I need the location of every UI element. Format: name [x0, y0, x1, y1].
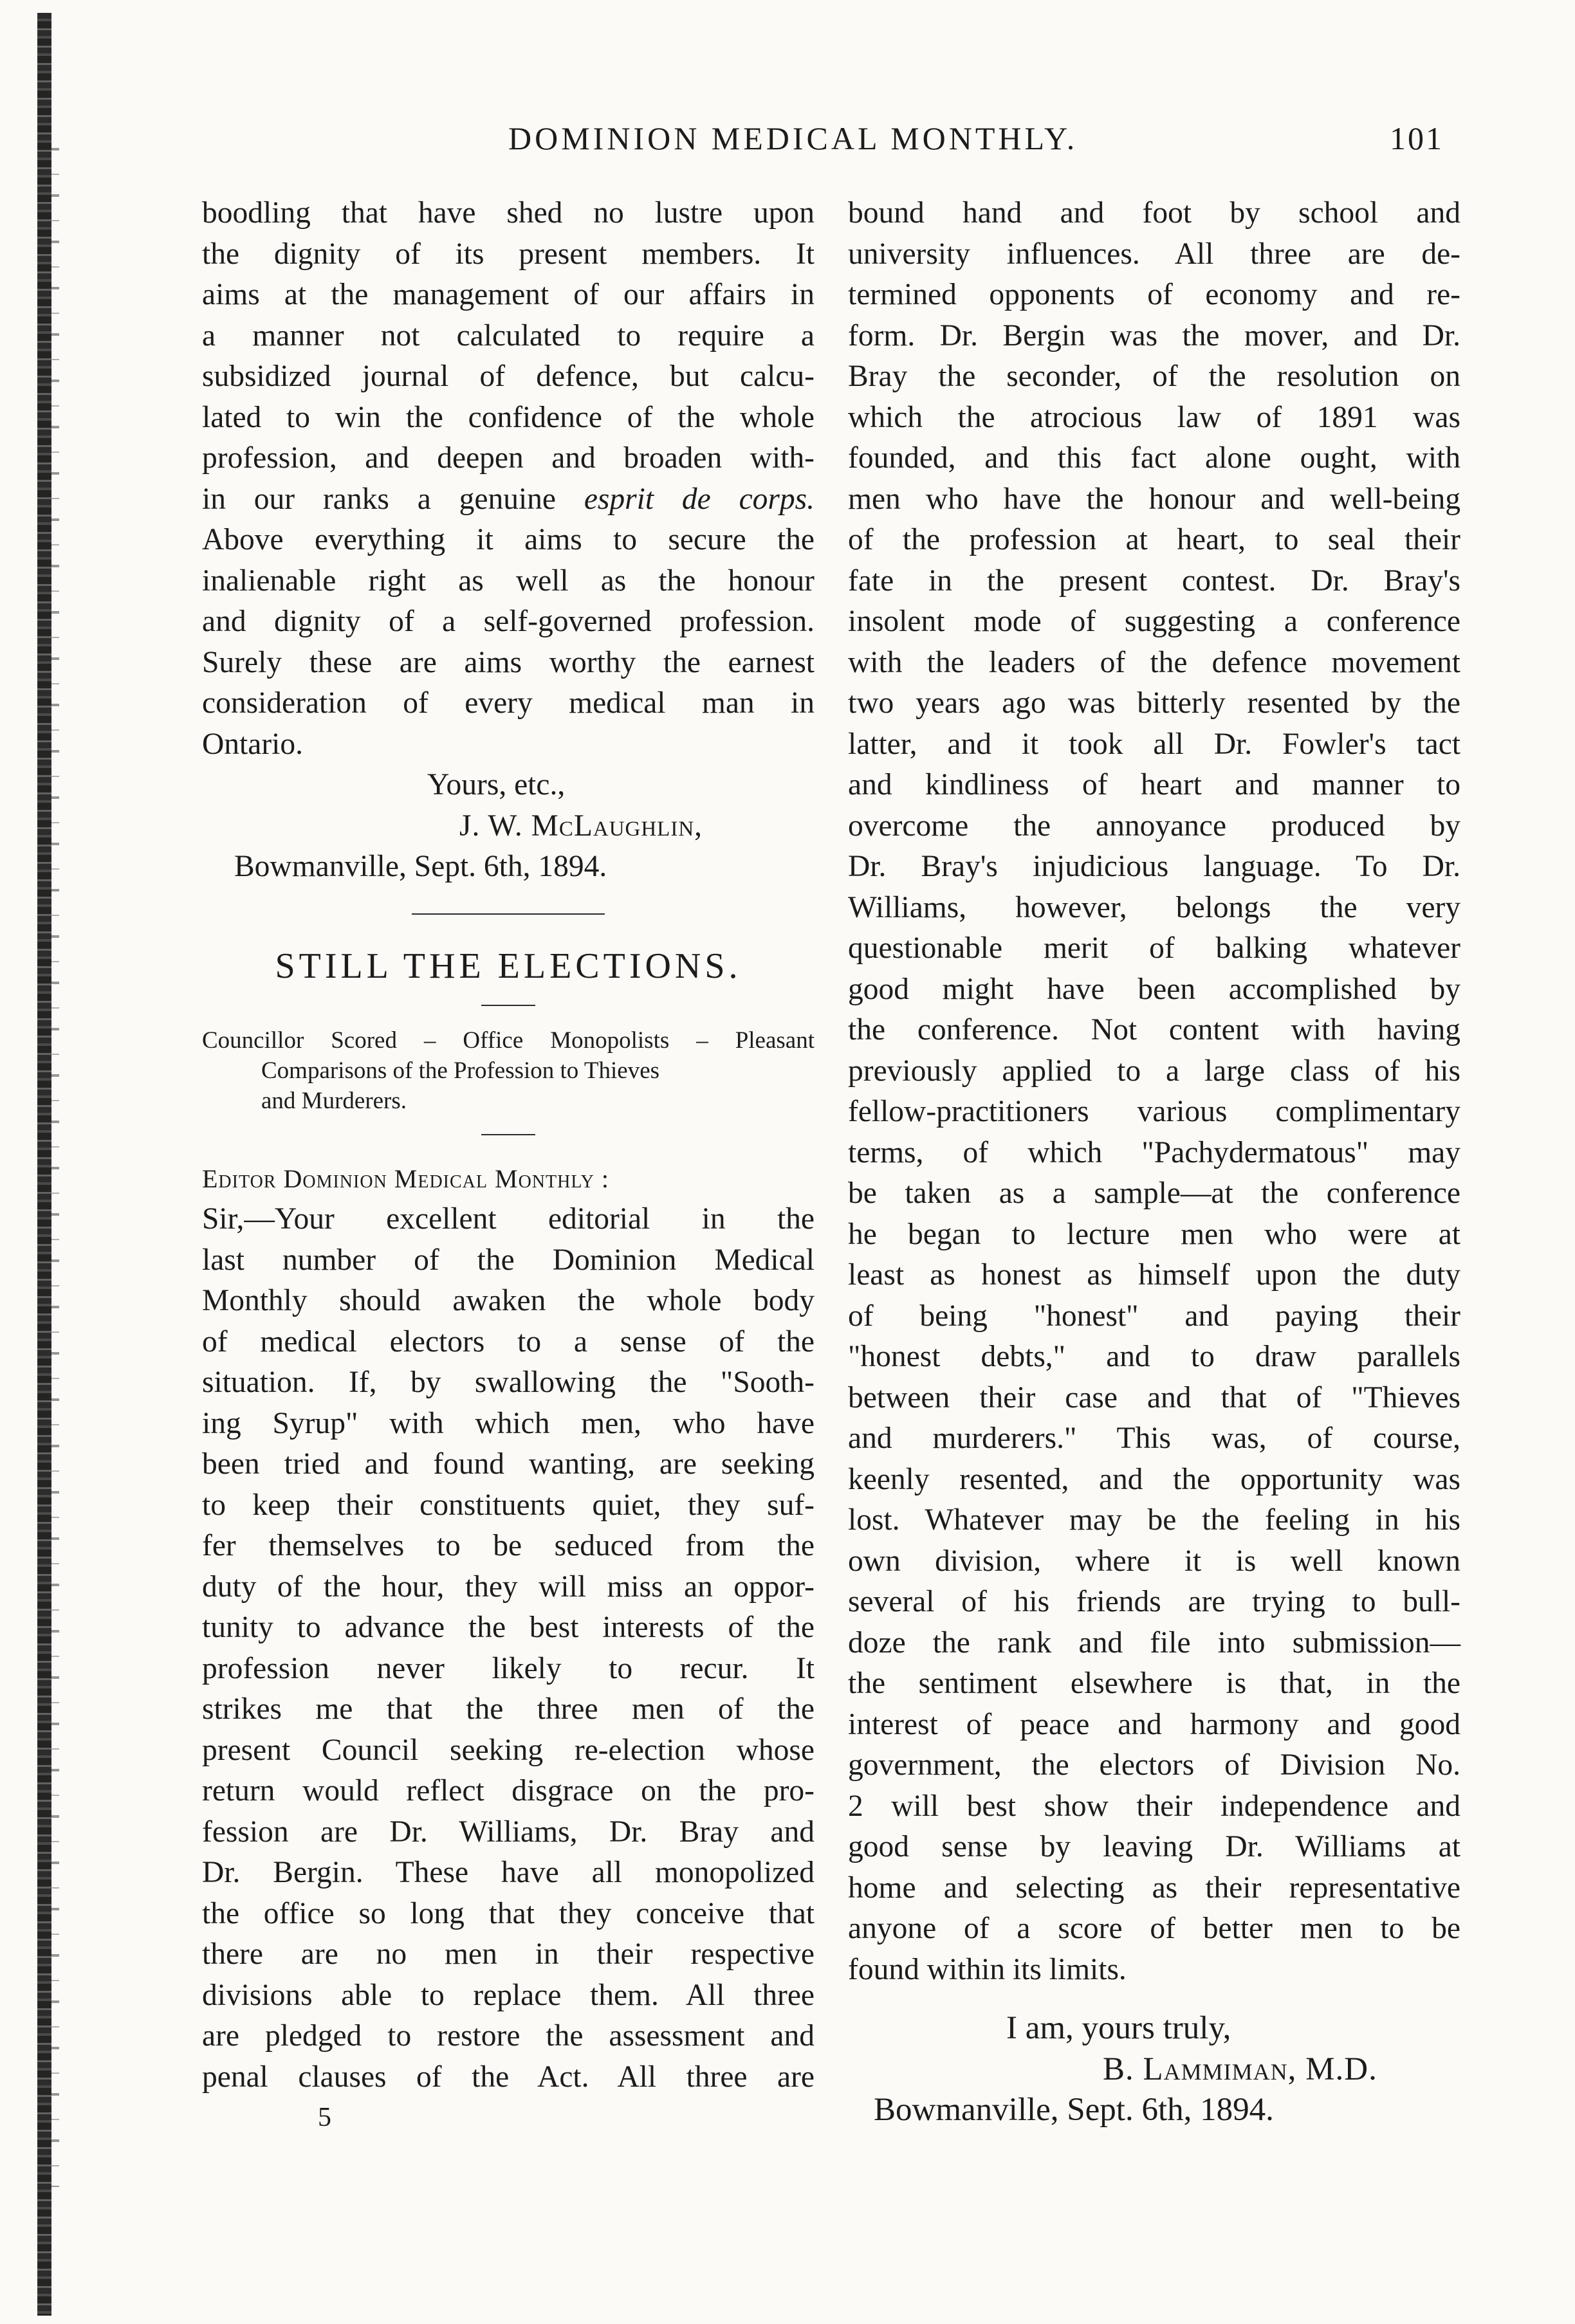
letter-closing: Yours, etc., [427, 768, 566, 801]
letter-signature-line [202, 806, 815, 847]
text-line: home and selecting as their representative [848, 1871, 1460, 1905]
text-line: previously applied to a large class of his [848, 1054, 1460, 1088]
article-body [202, 1199, 815, 2098]
letter-continuation [202, 193, 815, 765]
text-line: university influences. All three are de- [848, 237, 1460, 271]
text-line: to keep their constituents quiet, they suf- [202, 1488, 815, 1522]
text-line: keenly resented, and the opportunity was [848, 1462, 1460, 1496]
text-line: insolent mode of suggesting a conference [848, 605, 1460, 638]
text-line: form. Dr. Bergin was the mover, and Dr. [848, 318, 1460, 352]
text-line: duty of the hour, they will miss an oppor- [202, 1569, 815, 1604]
right-column [848, 193, 1460, 2131]
text-line: lated to win the confidence of the whole [202, 400, 815, 434]
text-line: of being "honest" and paying their [848, 1299, 1460, 1333]
subheading-line: Comparisons of the Profession to Thieves [261, 1057, 660, 1084]
text-line: situation. If, by swallowing the "Sooth- [202, 1366, 815, 1399]
text-line: men who have the honour and well-being [848, 482, 1460, 516]
article-body-continued [848, 193, 1460, 1990]
binding-edge [37, 13, 51, 2316]
text-line: own division, where it is well known [848, 1544, 1460, 1578]
article-closing: I am, yours truly, [1006, 2010, 1231, 2046]
article-subheading [202, 1025, 815, 1116]
text-line: are pledged to restore the assessment and [202, 2019, 815, 2053]
text-line: fer themselves to be seduced from the [202, 1529, 815, 1562]
running-title: DOMINION MEDICAL MONTHLY. [508, 120, 1078, 156]
text-line: he began to lecture men who were at [848, 1217, 1460, 1251]
binding-shadow [51, 129, 59, 2187]
text-line: been tried and found wanting, are seeking [202, 1447, 815, 1481]
text-line: fellow-practitioners various complimentary [848, 1095, 1460, 1128]
text-line: with the leaders of the defence movement [848, 645, 1460, 679]
text-line: profession, and deepen and broaden with- [202, 441, 815, 475]
text-line: penal clauses of the Act. All three are [202, 2060, 815, 2094]
text-line: bound hand and foot by school and [848, 196, 1460, 230]
text-line: Sir,—Your excellent editorial in the [202, 1202, 815, 1236]
text-line: 2 will best show their independence and [848, 1789, 1460, 1823]
text-line: and kindliness of heart and manner to [848, 768, 1460, 801]
text-line: Dr. Bergin. These have all monopolized [202, 1856, 815, 1889]
left-column [202, 193, 815, 2139]
text-line: good might have been accomplished by [848, 972, 1460, 1006]
letter-signature: J. W. McLaughlin, [459, 809, 703, 843]
text-line: present Council seeking re-election whose [202, 1733, 815, 1767]
article-place-date: Bowmanville, Sept. 6th, 1894. [874, 2092, 1274, 2128]
text-line: last number of the Dominion Medical [202, 1243, 815, 1277]
text-line: interest of peace and harmony and good [848, 1707, 1460, 1741]
text-line: consideration of every medical man in [202, 686, 815, 720]
text-line: between their case and that of "Thieves [848, 1380, 1460, 1414]
text-line: and dignity of a self-governed profession. [202, 605, 815, 638]
text-line: Bray the seconder, of the resolution on [848, 360, 1460, 393]
italic-phrase: esprit de corps. [584, 482, 815, 516]
text-line: ing Syrup" with which men, who have [202, 1406, 815, 1440]
text-line: fession are Dr. Williams, Dr. Bray and [202, 1815, 815, 1849]
text-line: be taken as a sample—at the conference [848, 1176, 1460, 1210]
page-header [0, 113, 1575, 165]
text-line: inalienable right as well as the honour [202, 563, 815, 598]
text-line: fate in the present contest. Dr. Bray's [848, 563, 1460, 598]
text-line: Above everything it aims to secure the [202, 523, 815, 556]
text-line: return would reflect disgrace on the pro- [202, 1774, 815, 1807]
text-line: and murderers." This was, of course, [848, 1422, 1460, 1455]
text-line: Monthly should awaken the whole body [202, 1284, 815, 1317]
text-line: doze the rank and file into submission— [848, 1625, 1460, 1660]
text-line: of medical electors to a sense of the [202, 1324, 815, 1359]
article-signature-line [848, 2049, 1460, 2091]
text-line: Ontario. [202, 727, 303, 761]
text-line: government, the electors of Division No. [848, 1748, 1460, 1782]
text-line: good sense by leaving Dr. Williams at [848, 1830, 1460, 1863]
text-line: the sentiment elsewhere is that, in the [848, 1667, 1460, 1700]
text-line: boodling that have shed no lustre upon [202, 196, 815, 230]
text-line: questionable merit of balking whatever [848, 931, 1460, 965]
text-line: founded, and this fact alone ought, with [848, 441, 1460, 475]
text-line: the dignity of its present members. It [202, 237, 815, 271]
text-line: subsidized journal of defence, but calcu- [202, 360, 815, 393]
letter-place-date: Bowmanville, Sept. 6th, 1894. [234, 850, 607, 883]
text-line [202, 479, 815, 520]
text-line: anyone of a score of better men to be [848, 1912, 1460, 1945]
text-line: Williams, however, belongs the very [848, 890, 1460, 924]
text-line: termined opponents of economy and re- [848, 278, 1460, 311]
salutation: Editor Dominion Medical Monthly : [202, 1164, 609, 1193]
text-line: several of his friends are trying to bull- [848, 1585, 1460, 1618]
text-line: strikes me that the three men of the [202, 1692, 815, 1726]
article-heading: STILL THE ELECTIONS. [275, 946, 742, 986]
text-line: Surely these are aims worthy the earnest [202, 645, 815, 679]
text-line: the office so long that they conceive that [202, 1896, 815, 1930]
text-line: profession never likely to recur. It [202, 1651, 815, 1685]
text-line: tunity to advance the best interests of the [202, 1611, 815, 1644]
subheading-line: and Murderers. [261, 1087, 407, 1114]
text-line: least as honest as himself upon the duty [848, 1258, 1460, 1292]
text-line: lost. Whatever may be the feeling in his [848, 1503, 1460, 1537]
text-line: aims at the management of our affairs in [202, 278, 815, 311]
signature-mark: 5 [318, 2103, 331, 2132]
text-fragment: in our ranks a genuine [202, 482, 556, 516]
text-line: Dr. Bray's injudicious language. To Dr. [848, 850, 1460, 883]
text-line: latter, and it took all Dr. Fowler's tact [848, 727, 1460, 761]
article-signature: B. Lammiman, M.D. [1103, 2051, 1377, 2087]
text-line: two years ago was bitterly resented by the [848, 686, 1460, 720]
page-number: 101 [1390, 120, 1444, 156]
text-line: of the profession at heart, to seal their [848, 523, 1460, 556]
text-line: "honest debts," and to draw parallels [848, 1340, 1460, 1373]
subheading-line: Councillor Scored – Office Monopolists – Pleasant [202, 1027, 815, 1054]
text-line: which the atrocious law of 1891 was [848, 400, 1460, 434]
text-line: the conference. Not content with having [848, 1013, 1460, 1047]
text-line: there are no men in their respective [202, 1937, 815, 1971]
text-line: divisions able to replace them. All three [202, 1978, 815, 2012]
text-line: found within its limits. [848, 1952, 1127, 1986]
text-line: a manner not calculated to require a [202, 318, 815, 352]
text-line: terms, of which "Pachydermatous" may [848, 1135, 1460, 1169]
text-line: overcome the annoyance produced by [848, 809, 1460, 843]
